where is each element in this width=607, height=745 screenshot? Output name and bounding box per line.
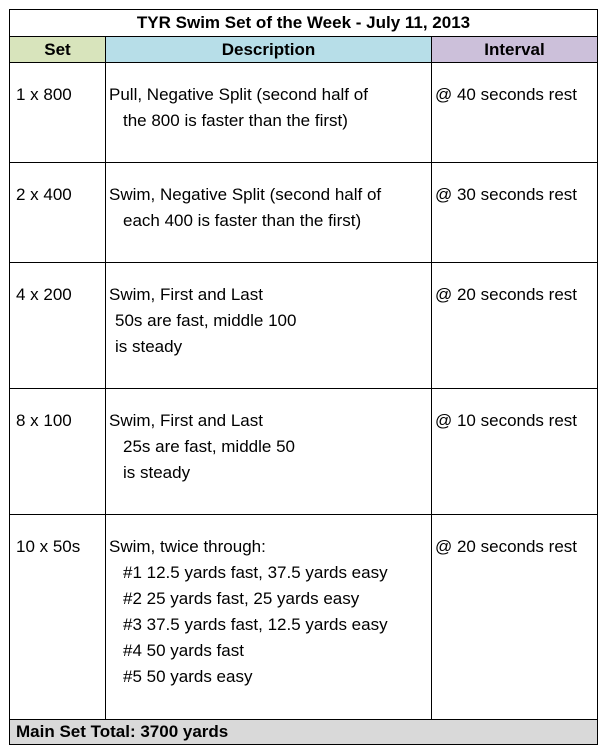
set-cell — [10, 63, 106, 163]
description-line: Pull, Negative Split (second half of — [109, 85, 368, 104]
description-cell — [106, 63, 432, 163]
table-row — [10, 63, 598, 163]
description-line: #1 12.5 yards fast, 37.5 yards easy — [123, 563, 388, 582]
set-value: 4 x 200 — [16, 285, 72, 304]
header-set: Set — [10, 37, 106, 63]
interval-cell — [432, 163, 598, 263]
set-value: 8 x 100 — [16, 411, 72, 430]
header-description: Description — [106, 37, 432, 63]
table-title: TYR Swim Set of the Week - July 11, 2013 — [10, 10, 598, 37]
description-line: Swim, twice through: — [109, 537, 266, 556]
interval-cell — [432, 263, 598, 389]
description-line: Swim, Negative Split (second half of — [109, 185, 382, 204]
description-line: each 400 is faster than the first) — [123, 211, 362, 230]
description-line: 25s are fast, middle 50 — [123, 437, 295, 456]
description-line: #2 25 yards fast, 25 yards easy — [123, 589, 360, 608]
description-cell — [106, 263, 432, 389]
set-value: 10 x 50s — [16, 537, 81, 556]
set-cell — [10, 389, 106, 515]
table-row — [10, 163, 598, 263]
description-line: Swim, First and Last — [109, 411, 263, 430]
description-line: the 800 is faster than the first) — [123, 111, 348, 130]
interval-value: @ 20 seconds rest — [435, 537, 577, 556]
table-row — [10, 263, 598, 389]
description-cell — [106, 515, 432, 720]
swim-set-sheet — [9, 9, 597, 741]
interval-value: @ 30 seconds rest — [435, 185, 577, 204]
swim-set-table — [9, 9, 598, 745]
header-interval: Interval — [432, 37, 598, 63]
table-row — [10, 515, 598, 720]
description-cell — [106, 389, 432, 515]
set-cell — [10, 263, 106, 389]
description-line: 50s are fast, middle 100 — [115, 311, 297, 330]
description-line: #5 50 yards easy — [123, 667, 253, 686]
description-cell — [106, 163, 432, 263]
interval-value: @ 20 seconds rest — [435, 285, 577, 304]
description-line: is steady — [115, 337, 183, 356]
interval-cell — [432, 389, 598, 515]
description-line: Swim, First and Last — [109, 285, 263, 304]
main-set-total: Main Set Total: 3700 yards — [10, 720, 598, 745]
interval-cell — [432, 515, 598, 720]
interval-value: @ 10 seconds rest — [435, 411, 577, 430]
set-cell — [10, 515, 106, 720]
table-row — [10, 389, 598, 515]
set-cell — [10, 163, 106, 263]
description-line: is steady — [123, 463, 191, 482]
set-value: 1 x 800 — [16, 85, 72, 104]
description-line: #3 37.5 yards fast, 12.5 yards easy — [123, 615, 388, 634]
description-line: #4 50 yards fast — [123, 641, 244, 660]
interval-cell — [432, 63, 598, 163]
interval-value: @ 40 seconds rest — [435, 85, 577, 104]
set-value: 2 x 400 — [16, 185, 72, 204]
